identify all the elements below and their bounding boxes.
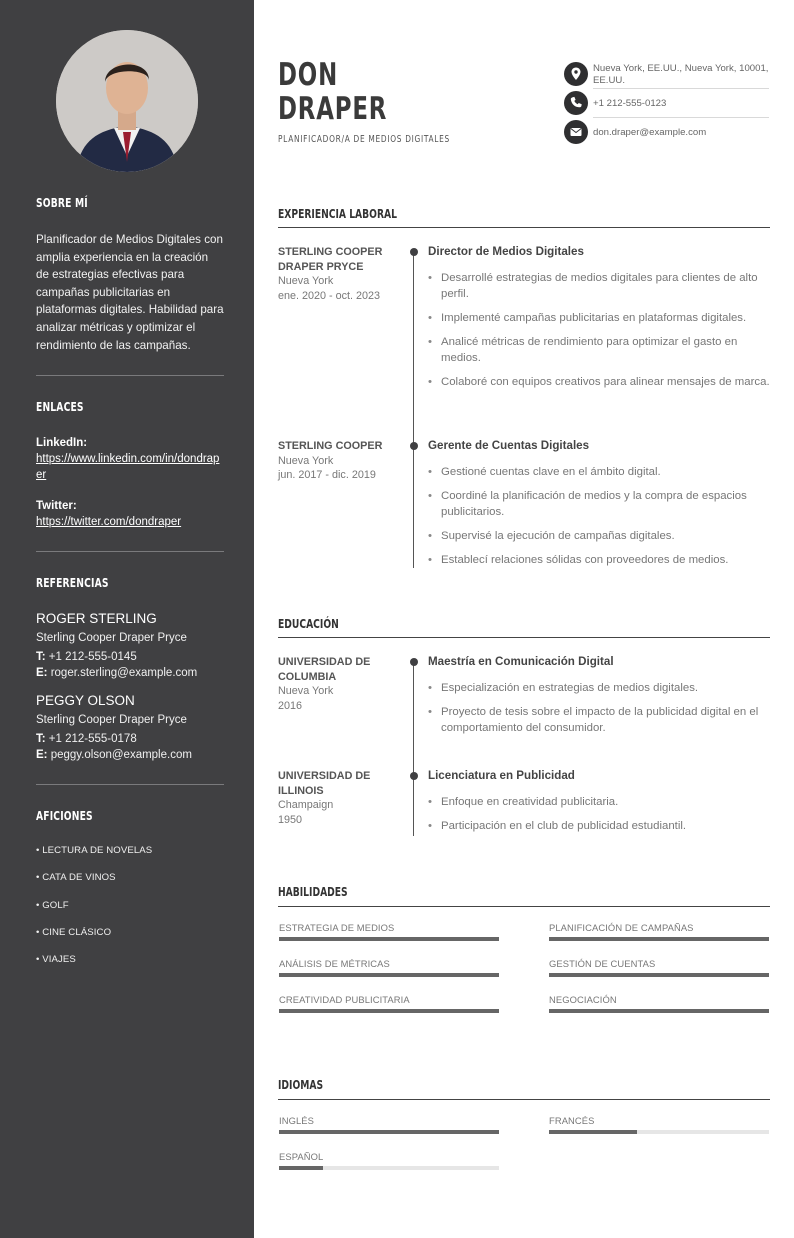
employer: STERLING COOPER [278, 440, 383, 452]
reference-company: Sterling Cooper Draper Pryce [36, 714, 187, 726]
language-bar [279, 1130, 499, 1134]
bullet-item: • Enfoque en creatividad publicitaria. [428, 794, 770, 810]
language-item [279, 1115, 499, 1126]
bullet-item: • Coordiné la planificación de medios y la compra de espacios publicitarios. [428, 488, 770, 520]
language-bar-fill [549, 1130, 637, 1134]
links-heading: ENLACES [36, 400, 84, 414]
skill-item [549, 994, 769, 1005]
degree-title: Maestría en Comunicación Digital [428, 655, 614, 668]
skill-bar-fill [279, 973, 499, 977]
experience-heading: EXPERIENCIA LABORAL [278, 207, 397, 221]
experience-entry-meta [278, 245, 398, 303]
bullet-item: • Establecí relaciones sólidas con proveedores de medios. [428, 552, 770, 568]
skill-bar [279, 937, 499, 941]
portrait-image [56, 30, 198, 172]
refs-heading: REFERENCIAS [36, 576, 109, 590]
degree-bullets [428, 794, 770, 842]
reference-email: E: peggy.olson@example.com [36, 749, 192, 761]
job-title: Gerente de Cuentas Digitales [428, 439, 590, 452]
skill-item [279, 994, 499, 1005]
reference-company: Sterling Cooper Draper Pryce [36, 632, 187, 644]
reference-phone: T: +1 212-555-0178 [36, 733, 137, 745]
bullet-item: • Desarrollé estrategias de medios digitales para clientes de alto perfil. [428, 270, 770, 302]
skill-label: GESTIÓN DE CUENTAS [549, 958, 656, 969]
sidebar [0, 0, 254, 1238]
skill-bar-fill [549, 973, 769, 977]
last-name: DRAPER [278, 91, 388, 127]
skill-bar-fill [549, 937, 769, 941]
location-pin-icon [564, 62, 588, 86]
location: Nueva York [278, 275, 334, 287]
language-label: FRANCÉS [549, 1115, 595, 1126]
reference-name: ROGER STERLING [36, 611, 157, 626]
language-bar-fill [279, 1166, 323, 1170]
skill-label: NEGOCIACIÓN [549, 994, 617, 1005]
skill-bar-fill [549, 1009, 769, 1013]
email-text[interactable]: don.draper@example.com [593, 127, 707, 138]
skill-label: CREATIVIDAD PUBLICITARIA [279, 994, 410, 1005]
section-divider [278, 227, 770, 228]
phone-icon [564, 91, 588, 115]
employer: STERLING COOPER DRAPER PRYCE [278, 246, 383, 273]
skill-bar [549, 937, 769, 941]
link-linkedin [36, 435, 224, 483]
reference-name: PEGGY OLSON [36, 693, 135, 708]
education-entry-meta [278, 655, 398, 713]
reference-email: E: roger.sterling@example.com [36, 667, 198, 679]
skill-item [549, 922, 769, 933]
degree-title: Licenciatura en Publicidad [428, 769, 575, 782]
skill-item [279, 958, 499, 969]
avatar [56, 30, 198, 172]
timeline-dot [410, 248, 418, 256]
link-twitter [36, 498, 224, 530]
institution: UNIVERSIDAD DE ILLINOIS [278, 770, 371, 797]
dates: 1950 [278, 813, 303, 826]
divider [36, 375, 224, 376]
institution: UNIVERSIDAD DE COLUMBIA [278, 656, 371, 683]
experience-entry-meta [278, 439, 398, 483]
reference-phone: T: +1 212-555-0145 [36, 651, 137, 663]
bullet-item: • Supervisé la ejecución de campañas digitales. [428, 528, 770, 544]
degree-bullets [428, 680, 770, 744]
language-bar [549, 1130, 769, 1134]
hobby-item: • VIAJES [36, 954, 76, 965]
full-name [278, 58, 387, 126]
divider [36, 551, 224, 552]
about-text: Planificador de Medios Digitales con amplia experiencia en la creación de estrategias efectivas para campañas publicitarias en plataformas digitales. Habilidad para analizar métricas y optimizar el rendimiento de las campañas. [36, 233, 224, 352]
language-label: ESPAÑOL [279, 1151, 324, 1162]
timeline-dot [410, 442, 418, 450]
bullet-item: • Participación en el club de publicidad estudiantil. [428, 818, 770, 834]
language-item [549, 1115, 769, 1126]
bullet-item: • Especialización en estrategias de medios digitales. [428, 680, 770, 696]
skill-bar [549, 1009, 769, 1013]
section-divider [278, 637, 770, 638]
education-entry-meta [278, 769, 398, 827]
link-label: LinkedIn: [36, 437, 88, 449]
dates: ene. 2020 - oct. 2023 [278, 289, 381, 302]
envelope-icon [564, 120, 588, 144]
bullet-item: • Gestioné cuentas clave en el ámbito digital. [428, 464, 770, 480]
bullet-item: • Proyecto de tesis sobre el impacto de la publicidad digital en el comportamiento del consumidor. [428, 704, 770, 736]
skill-bar [549, 973, 769, 977]
divider [593, 88, 769, 89]
location: Nueva York [278, 454, 334, 467]
phone-text[interactable]: +1 212-555-0123 [593, 98, 667, 109]
skill-bar [279, 973, 499, 977]
skill-bar-fill [279, 1009, 499, 1013]
linkedin-link[interactable]: https://www.linkedin.com/in/dondraper [36, 453, 220, 481]
reference-item [36, 610, 236, 681]
skill-bar-fill [279, 937, 499, 941]
bullet-item: • Analicé métricas de rendimiento para optimizar el gasto en medios. [428, 334, 770, 366]
about-heading: SOBRE MÍ [36, 196, 88, 210]
job-title: Director de Medios Digitales [428, 245, 584, 258]
skill-bar [279, 1009, 499, 1013]
skill-label: ESTRATEGIA DE MEDIOS [279, 922, 395, 933]
hobby-item: • CINE CLÁSICO [36, 927, 112, 938]
hobby-item: • CATA DE VINOS [36, 872, 116, 883]
twitter-link[interactable]: https://twitter.com/dondraper [36, 516, 182, 528]
skill-item [279, 922, 499, 933]
job-role: PLANIFICADOR/A DE MEDIOS DIGITALES [278, 134, 450, 145]
education-heading: EDUCACIÓN [278, 617, 339, 631]
language-bar [279, 1166, 499, 1170]
skill-item [549, 958, 769, 969]
hobbies-heading: AFICIONES [36, 809, 93, 823]
languages-heading: IDIOMAS [278, 1078, 324, 1092]
reference-item [36, 692, 236, 763]
timeline-dot [410, 658, 418, 666]
timeline-dot [410, 772, 418, 780]
job-bullets [428, 270, 770, 398]
bullet-item: • Implementé campañas publicitarias en plataformas digitales. [428, 310, 770, 326]
divider [593, 117, 769, 118]
link-label: Twitter: [36, 500, 77, 512]
hobby-item: • LECTURA DE NOVELAS [36, 845, 153, 856]
dates: 2016 [278, 699, 303, 712]
timeline-line [413, 252, 414, 568]
location: Champaign [278, 799, 334, 811]
language-bar-fill [279, 1130, 499, 1134]
language-label: INGLÉS [279, 1115, 314, 1126]
hobby-item: • GOLF [36, 900, 69, 911]
section-divider [278, 906, 770, 907]
skill-label: ANÁLISIS DE MÉTRICAS [279, 958, 390, 969]
skills-heading: HABILIDADES [278, 885, 348, 899]
dates: jun. 2017 - dic. 2019 [278, 469, 376, 481]
job-bullets [428, 464, 770, 576]
divider [36, 784, 224, 785]
language-item [279, 1151, 499, 1162]
address-text: Nueva York, EE.UU., Nueva York, 10001, EE.UU. [593, 63, 769, 86]
first-name: DON [278, 57, 339, 93]
skill-label: PLANIFICACIÓN DE CAMPAÑAS [549, 922, 694, 933]
section-divider [278, 1099, 770, 1100]
bullet-item: • Colaboré con equipos creativos para alinear mensajes de marca. [428, 374, 770, 390]
timeline-line [413, 662, 414, 836]
location: Nueva York [278, 685, 334, 697]
